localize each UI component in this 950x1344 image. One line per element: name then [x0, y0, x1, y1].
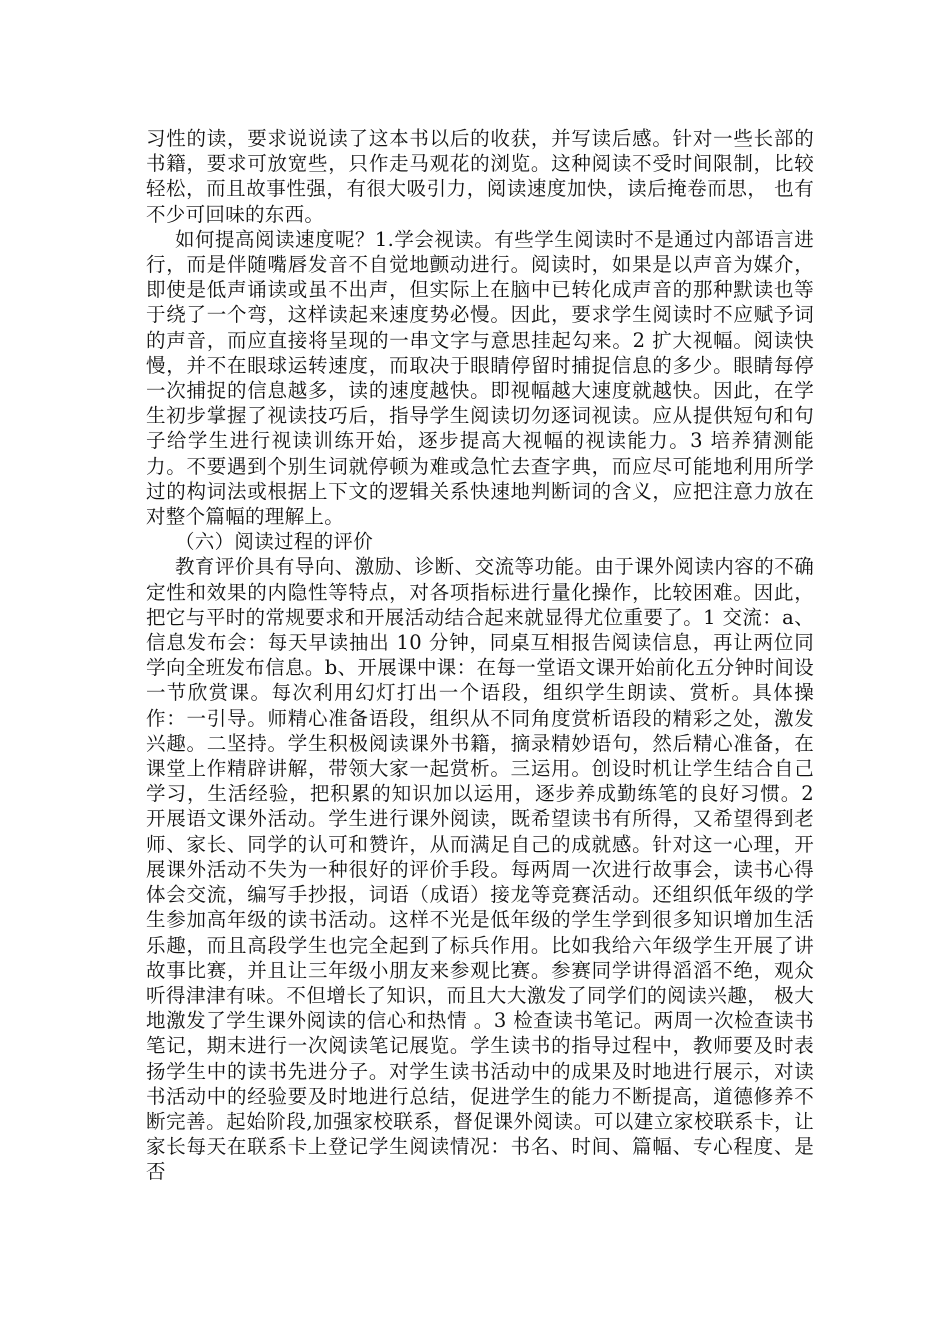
- paragraph-evaluation: 教育评价具有导向、激励、诊断、交流等功能。由于课外阅读内容的不确定性和效果的内隐性等特点，对各项指标进行量化操作，比较困难。因此，把它与平时的常规要求和开展活动结合起来就显得尤位重要了。1 交流：a、信息发布会：每天早读抽出 10 分钟，同桌互相报告阅读信息，再让两位同学向全班发布信息。b、开展课中课：在每一堂语文课开始前化五分钟时间设一节欣赏课。每次利用幻灯打出一个语段，组织学生朗读、赏析。具体操作：一引导。师精心准备语段，组织从不同角度赏析语段的精彩之处，激发兴趣。二坚持。学生积极阅读课外书籍，摘录精妙语句，然后精心准备，在课堂上作精辟讲解，带领大家一起赏析。三运用。创设时机让学生结合自己学习，生活经验，把积累的知识加以运用，逐步养成勤练笔的良好习惯。2 开展语文课外活动。学生进行课外阅读，既希望读书有所得，又希望得到老师、家长、同学的认可和赞许，从而满足自己的成就感。针对这一心理，开展课外活动不失为一种很好的评价手段。每两周一次进行故事会，读书心得体会交流，编写手抄报，词语（成语）接龙等竞赛活动。还组织低年级的学生参加高年级的读书活动。这样不光是低年级的学生学到很多知识增加生活乐趣，而且高段学生也完全起到了标兵作用。比如我给六年级学生开展了讲故事比赛，并且让三年级小朋友来参观比赛。参赛同学讲得滔滔不绝，观众听得津津有味。不但增长了知识，而且大大激发了同学们的阅读兴趣， 极大地激发了学生课外阅读的信心和热情 。3 检查读书笔记。两周一次检查读书笔记，期末进行一次阅读笔记展览。学生读书的指导过程中，教师要及时表扬学生中的读书先进分子。对学生读书活动中的成果及时地进行展示，对读书活动中的经验要及时地进行总结，促进学生的能力不断提高，道德修养不断完善。起始阶段,加强家校联系，督促课外阅读。可以建立家校联系卡，让家长每天在联系卡上登记学生阅读情况：书名、时间、篇幅、专心程度、是否: [146, 555, 814, 1184]
- paragraph-reading-habits: 习性的读，要求说说读了这本书以后的收获，并写读后感。针对一些长部的书籍，要求可放宽些，只作走马观花的浏览。这种阅读不受时间限制，比较轻松，而且故事性强，有很大吸引力，阅读速度加快，读后掩卷而思， 也有不少可回味的东西。: [146, 127, 814, 226]
- section-heading-evaluation: （六）阅读过程的评价: [175, 530, 374, 554]
- document-page: [146, 126, 814, 1185]
- paragraph-reading-speed: 如何提高阅读速度呢？1.学会视读。有些学生阅读时不是通过内部语言进行，而是伴随嘴唇发音不自觉地颤动进行。阅读时，如果是以声音为媒介，即使是低声诵读或虽不出声，但实际上在脑中已转化成声音的那种默读也等于绕了一个弯，这样读起来速度势必慢。因此，要求学生阅读时不应赋予词的声音，而应直接将呈现的一串文字与意思挂起勾来。2 扩大视幅。阅读快慢，并不在眼球运转速度，而取决于眼睛停留时捕捉信息的多少。眼睛每停一次捕捉的信息越多，读的速度越快。即视幅越大速度就越快。因此，在学生初步掌握了视读技巧后，指导学生阅读切勿逐词视读。应从提供短句和句子给学生进行视读训练开始，逐步提高大视幅的视读能力。3 培养猜测能力。不要遇到个别生词就停顿为难或急忙去查字典，而应尽可能地利用所学过的构词法或根据上下文的逻辑关系快速地判断词的含义，应把注意力放在对整个篇幅的理解上。: [146, 227, 814, 529]
